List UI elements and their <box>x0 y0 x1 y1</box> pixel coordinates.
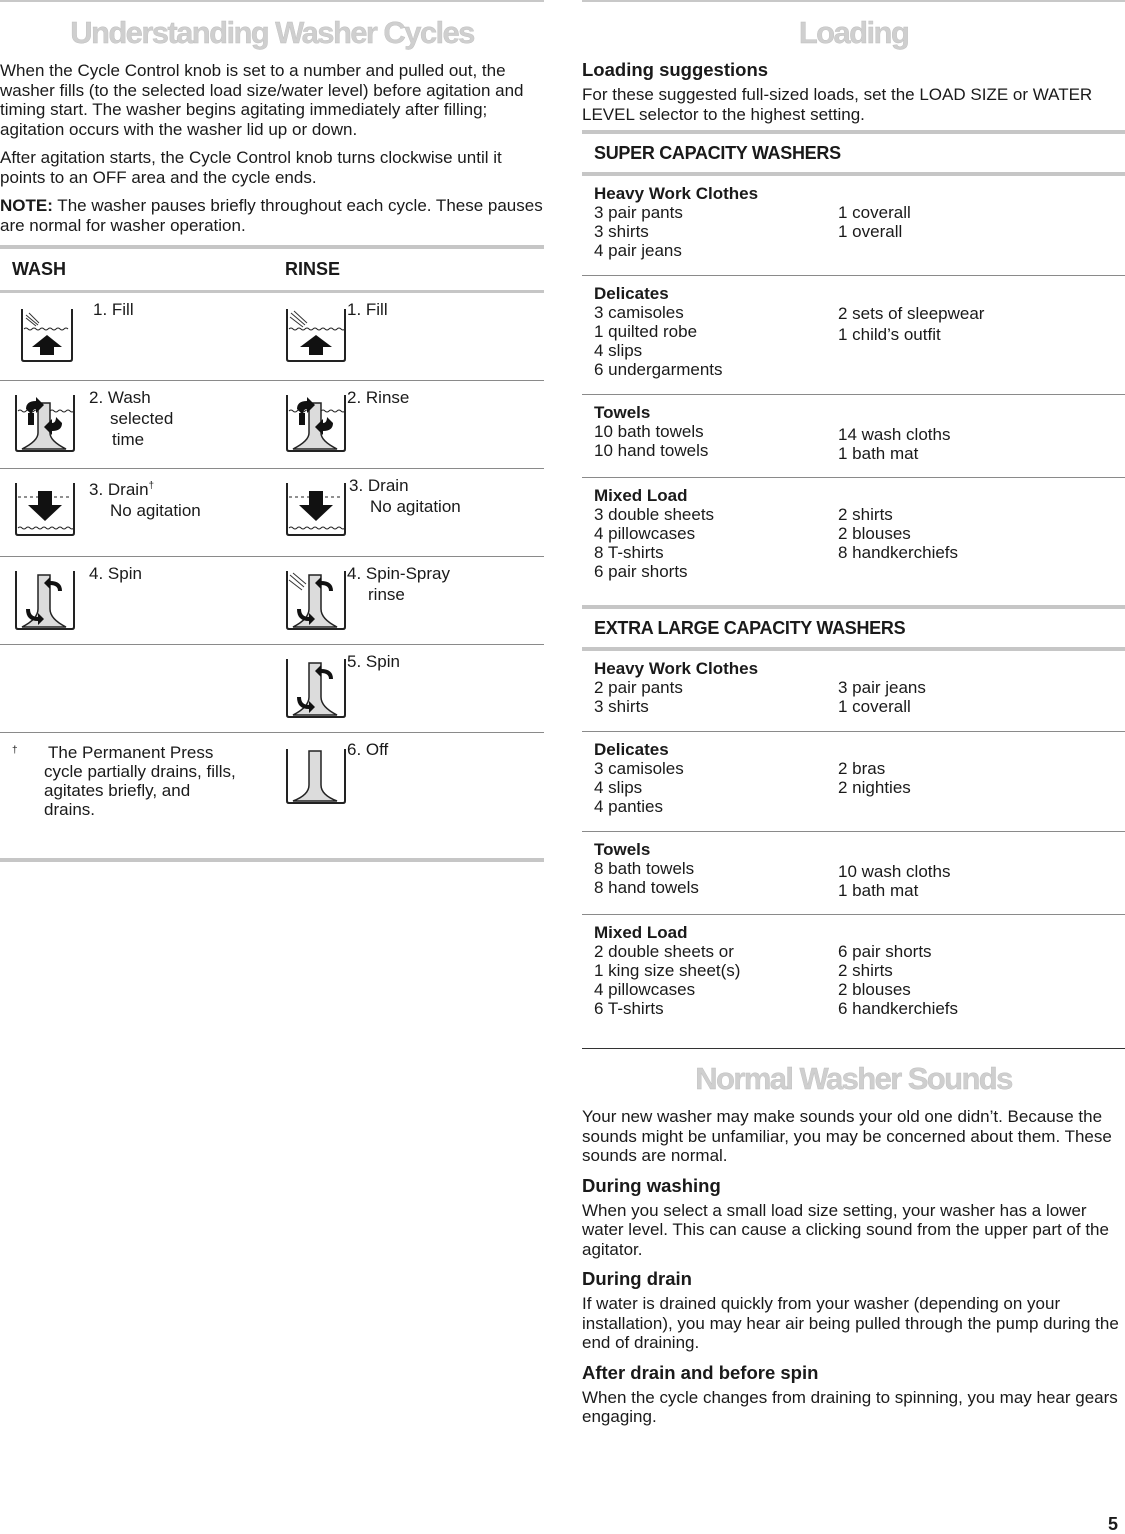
load-item: 10 wash cloths <box>838 862 951 881</box>
wash-line-3: time <box>112 430 145 449</box>
drain-icon <box>14 481 76 543</box>
super-row-heavy <box>582 176 1125 276</box>
sounds-drain-title: During drain <box>582 1268 692 1289</box>
rinse-off-cell <box>272 733 544 858</box>
drain-icon <box>285 481 347 543</box>
rinse-fill-label: 1. Fill <box>347 300 388 319</box>
load-item: 14 wash cloths <box>838 425 951 444</box>
super-heavy-left <box>594 184 758 260</box>
load-item: 6 pair shorts <box>838 942 932 961</box>
rinse-rinse-label: 2. Rinse <box>347 388 410 407</box>
note-text: The washer pauses briefly throughout each cycle. These pauses are normal for washer operation. <box>0 196 543 235</box>
load-item: 1 quilted robe <box>594 322 698 341</box>
load-item: 6 pair shorts <box>594 562 688 581</box>
category-label: Mixed Load <box>594 486 688 505</box>
cycle-row-wash <box>0 381 544 469</box>
cycle-row-final-spin <box>0 645 544 733</box>
sounds-heading: Normal Washer Sounds <box>695 1061 1012 1096</box>
cycle-row-drain <box>0 469 544 557</box>
sounds-spin-title: After drain and before spin <box>582 1361 819 1383</box>
load-item: 1 coverall <box>838 697 911 716</box>
load-item: 4 panties <box>594 797 663 816</box>
load-item: 2 shirts <box>838 961 893 980</box>
extra-mixed-right <box>838 942 958 1018</box>
load-item: 8 T-shirts <box>594 543 664 562</box>
rinse-rinse-cell <box>272 381 544 468</box>
sounds-intro: Your new washer may make sounds your old one didn’t. Because the sounds might be unfamiliar, you may be concerned about them. These sounds are normal. <box>582 1107 1112 1165</box>
load-item: 1 bath mat <box>838 881 919 900</box>
loading-intro: For these suggested full-sized loads, set the LOAD SIZE or WATER LEVEL selector to the highest setting. <box>582 85 1093 124</box>
extra-towels-left <box>594 840 699 897</box>
extra-row-delicates <box>582 732 1125 832</box>
load-item: 3 pair pants <box>594 203 683 222</box>
cycle-row-off <box>0 733 544 858</box>
note-label: NOTE: <box>0 196 53 215</box>
load-item: 4 slips <box>594 341 643 360</box>
super-mixed-right <box>838 505 958 562</box>
cycle-table <box>0 245 544 862</box>
extra-row-mixed <box>582 915 1125 1049</box>
load-item: 8 handkerchiefs <box>838 543 959 562</box>
load-item: 8 bath towels <box>594 859 695 878</box>
spinspray-line-2: rinse <box>368 585 405 604</box>
fill-icon <box>20 307 82 369</box>
extra-heavy-right <box>838 678 926 716</box>
load-item: 3 pair jeans <box>838 678 926 697</box>
extra-mixed-left <box>594 923 740 1018</box>
super-row-mixed <box>582 478 1125 605</box>
extra-towels-right <box>838 862 950 900</box>
rinse-header: RINSE <box>285 259 341 279</box>
load-item: 4 slips <box>594 778 643 797</box>
load-item: 1 overall <box>838 222 903 241</box>
category-label: Heavy Work Clothes <box>594 659 759 678</box>
footnote-line-4: drains. <box>44 800 96 819</box>
spin-spray-icon <box>285 569 347 631</box>
cycle-row-fill <box>0 293 544 381</box>
wash-drain-cell <box>0 469 272 556</box>
drain-dagger: † <box>148 480 155 491</box>
category-label: Heavy Work Clothes <box>594 184 759 203</box>
category-label: Towels <box>594 840 651 859</box>
load-item: 10 bath towels <box>594 422 704 441</box>
load-item: 1 child’s outfit <box>838 325 941 344</box>
drain-line-1 <box>89 480 154 499</box>
footnote-line-2: cycle partially drains, fills, <box>44 762 236 781</box>
top-rule-left <box>0 0 544 2</box>
rinse-icon <box>285 393 347 455</box>
extra-delicates-right <box>838 759 911 797</box>
wash-spin-cell <box>0 557 272 644</box>
rinse-drain-line-1: 3. Drain <box>349 476 409 495</box>
cycle-row-spin <box>0 557 544 645</box>
rinse-drain-label <box>349 475 461 517</box>
load-item: 6 T-shirts <box>594 999 664 1018</box>
rinse-spin-cell <box>272 645 544 732</box>
load-item: 3 shirts <box>594 697 649 716</box>
cycles-para-2: After agitation starts, the Cycle Control knob turns clockwise until it points to an OFF area and the cycle ends. <box>0 148 502 187</box>
sounds-drain-text: If water is drained quickly from your washer (depending on your installation), you may hear air being pulled through the pump during the end of draining. <box>582 1294 1119 1352</box>
footnote-cell <box>0 733 272 858</box>
extra-heavy-left <box>594 659 758 716</box>
left-column <box>0 0 544 862</box>
rinse-fill-cell <box>272 293 544 380</box>
footnote-mark: † <box>12 745 18 756</box>
sounds-spin-text: When the cycle changes from draining to spinning, you may hear gears engaging. <box>582 1387 1118 1426</box>
load-item: 3 camisoles <box>594 759 684 778</box>
load-item: 10 hand towels <box>594 441 709 460</box>
off-icon <box>285 747 347 809</box>
load-item: 6 handkerchiefs <box>838 999 959 1018</box>
load-item: 1 king size sheet(s) <box>594 961 741 980</box>
category-label: Mixed Load <box>594 923 688 942</box>
wash-fill-cell <box>0 293 272 380</box>
fill-icon <box>285 307 347 369</box>
super-delicates-right <box>838 303 984 345</box>
drain-line-2: No agitation <box>110 500 201 520</box>
cycles-heading: Understanding Washer Cycles <box>70 15 474 50</box>
load-item: 2 blouses <box>838 980 911 999</box>
category-label: Towels <box>594 403 651 422</box>
top-rule-right <box>582 0 1125 2</box>
super-row-towels <box>582 395 1125 478</box>
cycles-note <box>0 196 544 235</box>
load-item: 3 shirts <box>594 222 649 241</box>
extra-row-heavy <box>582 651 1125 732</box>
super-heavy-right <box>838 203 911 241</box>
spinspray-line-1: 4. Spin-Spray <box>347 564 450 583</box>
category-label: Delicates <box>594 284 669 303</box>
load-item: 3 double sheets <box>594 505 715 524</box>
drain-text: 3. Drain <box>89 479 149 499</box>
wash-fill-label: 1. Fill <box>93 300 134 319</box>
wash-empty-cell <box>0 645 272 732</box>
loading-heading: Loading <box>798 15 909 50</box>
extra-row-towels <box>582 832 1125 915</box>
load-item: 2 double sheets or <box>594 942 734 961</box>
right-column <box>582 0 1125 1436</box>
spin-icon <box>14 569 76 631</box>
load-item: 2 nighties <box>838 778 911 797</box>
rinse-drain-line-2: No agitation <box>370 497 461 516</box>
load-item: 2 sets of sleepwear <box>838 304 985 323</box>
super-capacity-title: SUPER CAPACITY WASHERS <box>582 130 1125 176</box>
footnote-line-3: agitates briefly, and <box>44 781 191 800</box>
super-mixed-left <box>594 486 714 581</box>
wash-line-2: selected <box>110 409 174 428</box>
category-label: Delicates <box>594 740 669 759</box>
load-item: 2 blouses <box>838 524 911 543</box>
wash-spin-label: 4. Spin <box>89 564 142 583</box>
load-item: 4 pillowcases <box>594 524 696 543</box>
load-item: 2 pair pants <box>594 678 683 697</box>
load-item: 4 pair jeans <box>594 241 682 260</box>
sounds-washing-title: During washing <box>582 1174 721 1196</box>
rinse-spinspray-cell <box>272 557 544 644</box>
rinse-drain-cell <box>272 469 544 556</box>
load-item: 2 bras <box>838 759 886 778</box>
rinse-off-label: 6. Off <box>347 740 389 759</box>
load-item: 1 bath mat <box>838 444 919 463</box>
rinse-spinspray-label <box>347 563 450 605</box>
load-item: 3 camisoles <box>594 303 684 322</box>
cycle-table-header <box>0 249 544 293</box>
wash-wash-cell <box>0 381 272 468</box>
footnote-line-1: The Permanent Press <box>48 743 214 762</box>
super-towels-right <box>838 425 950 463</box>
wash-drain-label <box>89 475 201 521</box>
load-item: 4 pillowcases <box>594 980 696 999</box>
rinse-spin-label: 5. Spin <box>347 652 400 671</box>
load-item: 1 coverall <box>838 203 911 222</box>
footnote <box>12 743 262 819</box>
extra-delicates-left <box>594 740 684 816</box>
cycles-para-1: When the Cycle Control knob is set to a number and pulled out, the washer fills (to the selected load size/water level) before agitation and timing start. The washer begins agitating immediately after filling; agitation occurs with the washer lid up or down. <box>0 61 524 139</box>
spin-icon <box>285 657 347 719</box>
super-delicates-left <box>594 284 723 379</box>
sounds-washing-text: When you select a small load size setting, your washer has a lower water level. This can cause a clicking sound from the upper part of the agitator. <box>582 1200 1109 1259</box>
wash-wash-label <box>89 387 173 450</box>
super-towels-left <box>594 403 708 460</box>
extra-capacity-title: EXTRA LARGE CAPACITY WASHERS <box>582 605 1125 651</box>
load-item: 6 undergarments <box>594 360 723 379</box>
wash-line-1: 2. Wash <box>89 388 151 407</box>
load-item: 8 hand towels <box>594 878 699 897</box>
load-item: 2 shirts <box>838 505 893 524</box>
wash-header: WASH <box>12 259 66 279</box>
loading-subheading: Loading suggestions <box>582 59 769 80</box>
super-row-delicates <box>582 276 1125 395</box>
page-number: 5 <box>1108 1514 1119 1534</box>
wash-icon <box>14 393 76 455</box>
